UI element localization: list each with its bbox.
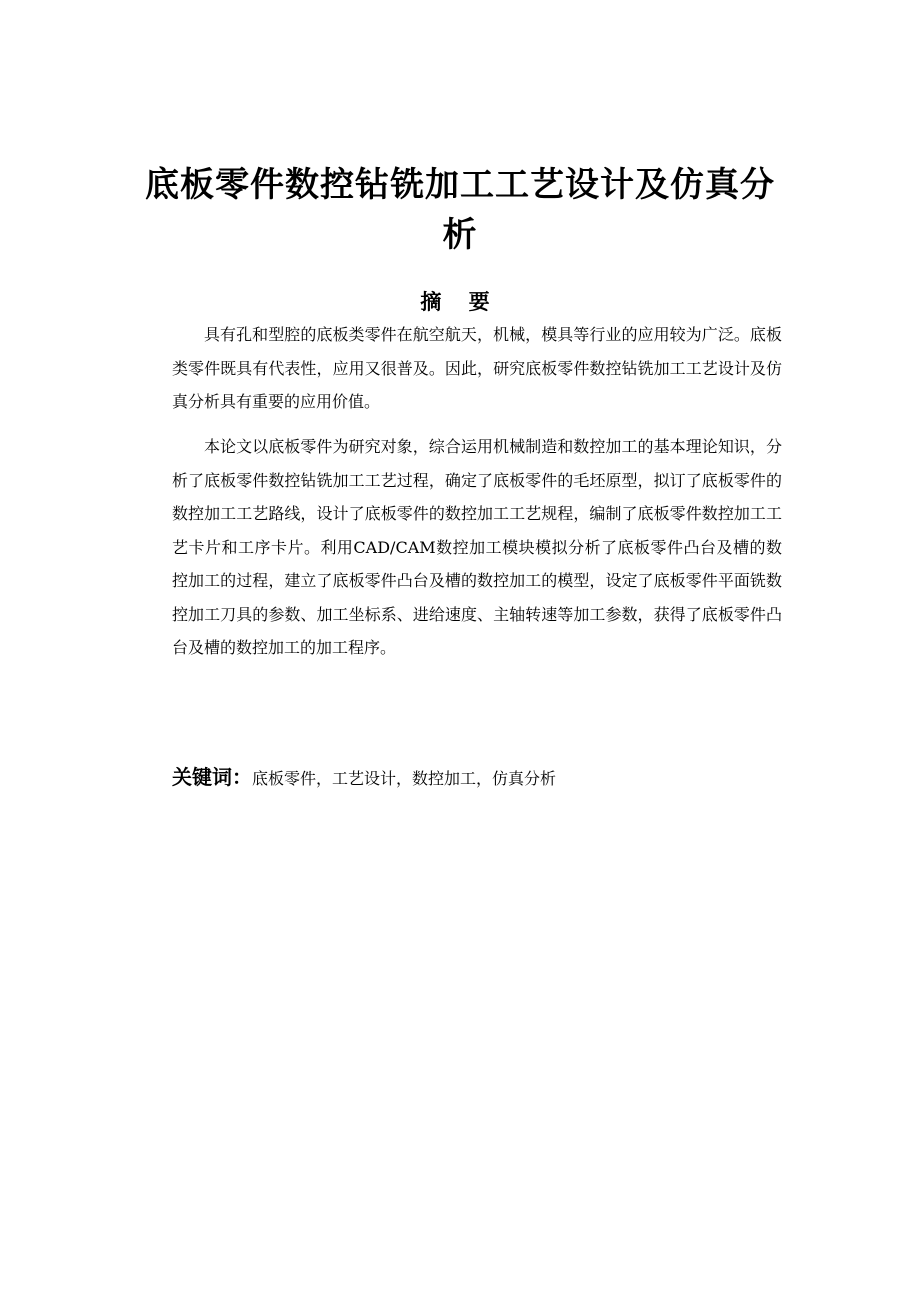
abstract-paragraph-1: 具有孔和型腔的底板类零件在航空航天，机械，模具等行业的应用较为广泛。底板类零件既具有代表性，应用又很普及。因此，研究底板零件数控钻铣加工工艺设计及仿真分析具有重要的应用价值。: [172, 325, 782, 411]
paper-title: 底板零件数控钻铣加工工艺设计及仿真分析: [145, 165, 775, 255]
keywords-line: [172, 760, 782, 797]
keywords-value: 底板零件，工艺设计，数控加工，仿真分析: [252, 769, 557, 788]
abstract-paragraph-2: 本论文以底板零件为研究对象，综合运用机械制造和数控加工的基本理论知识，分析了底板零件数控钻铣加工工艺过程，确定了底板零件的毛坯原型，拟订了底板零件的数控加工工艺路线，设计了底板零件的数控加工工艺规程，编制了底板零件数控加工工艺卡片和工序卡片。利用CAD/CAM数控加工模块模拟分析了底板零件凸台及槽的数控加工的过程，建立了底板零件凸台及槽的数控加工的模型，设定了底板零件平面铣数控加工刀具的参数、加工坐标系、进给速度、主轴转速等加工参数，获得了底板零件凸台及槽的数控加工的加工程序。: [172, 437, 782, 657]
keywords-label: 关键词：: [172, 765, 252, 789]
abstract-heading: 摘 要: [420, 290, 500, 314]
